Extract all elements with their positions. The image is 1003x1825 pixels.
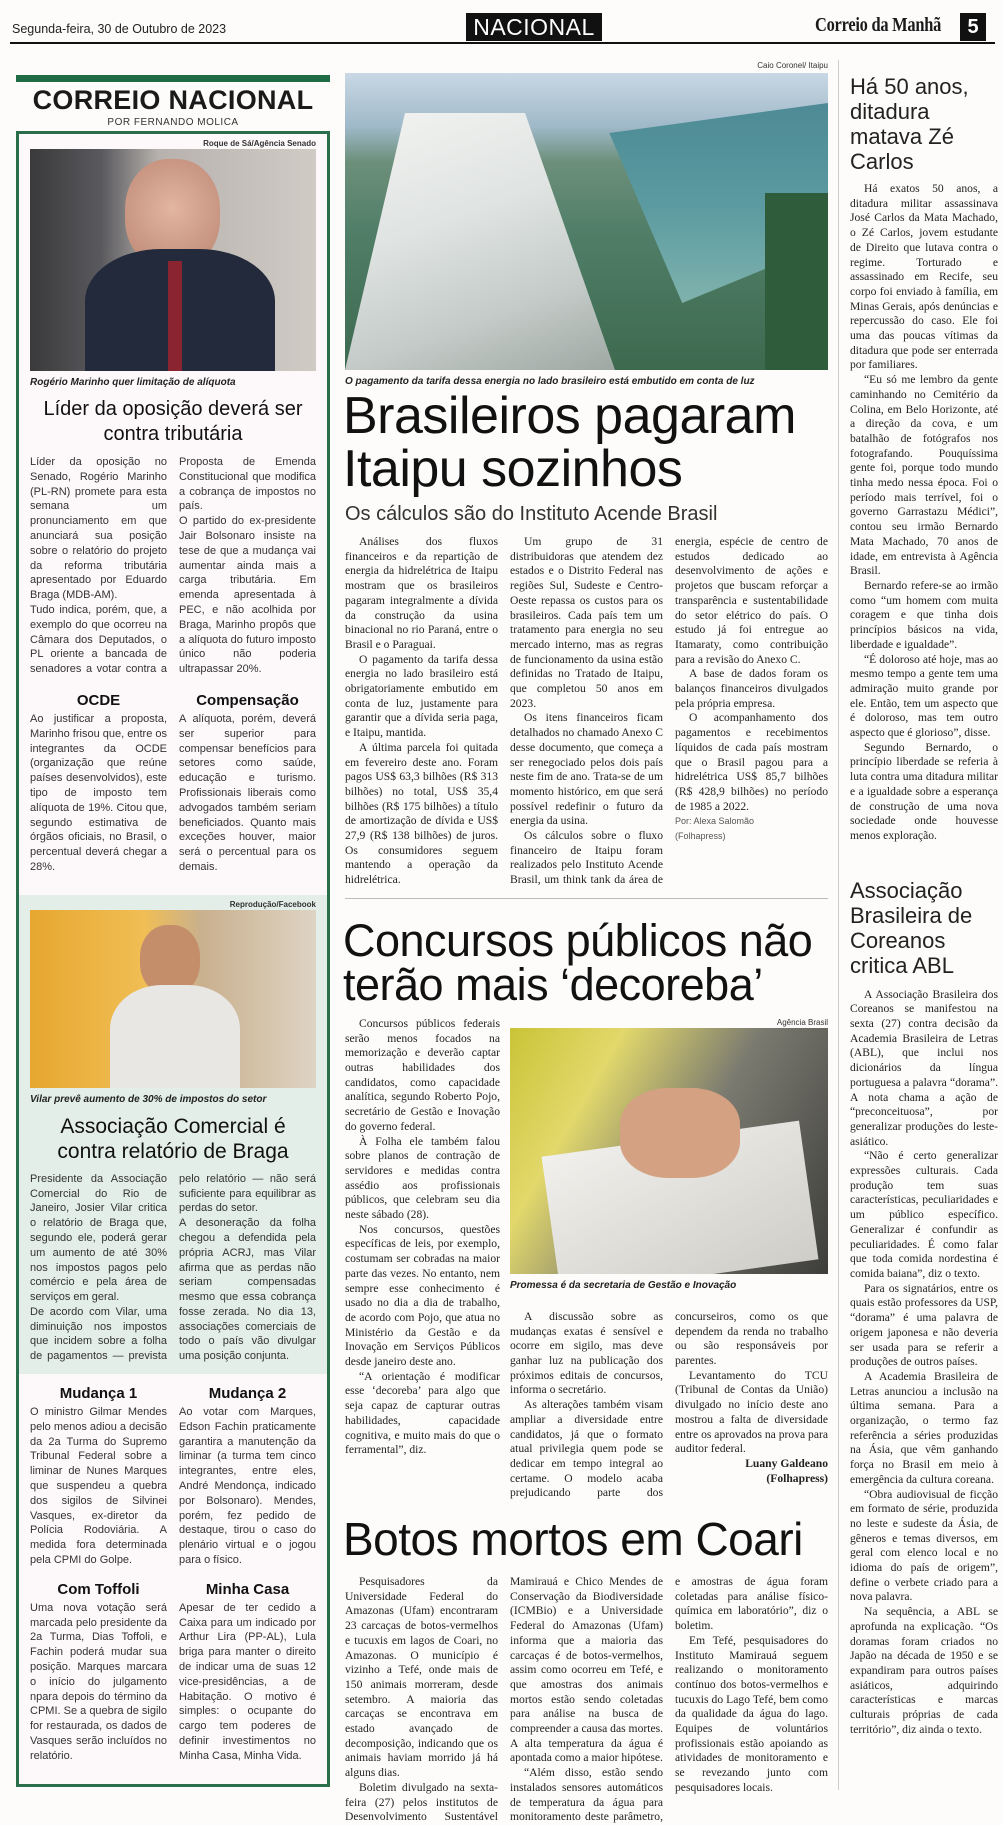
concursos-headline: Concursos públicos não terão mais ‘decoreba’ bbox=[343, 914, 813, 1010]
paragraph: A última parcela foi quitada em fevereiro deste ano. Foram pagos US$ 63,3 bilhões (R$ 313 bilhões) no total, US$ 35,4 bilhões (R$ 175 bilhões) a título de amortização de dívida e US$ 27,9 (R$ 138 bilhões) de juros. Os consumidores seguem mantendo a operação da hidrelétrica. bbox=[345, 740, 498, 887]
byline: Luany Galdeano bbox=[745, 1456, 828, 1470]
agency: (Folhapress) bbox=[675, 831, 726, 842]
concursos-body-left bbox=[345, 1017, 500, 1458]
hand bbox=[620, 1088, 740, 1178]
paragraph: “Além disso, estão sendo instalados sensores automáticos de temperatura da água para monitoramento deste parâmetro, e amostras de água foram coletadas para análise físico-química em laboratório”, diz o boletim. bbox=[510, 1575, 828, 1824]
paragraph: Na sequência, a ABL se aprofunda na explicação. “Os doramas foram criados no Japão na década de 1950 e se expandiram para outros países asiáticos, adquirindo características e marcas culturais próprias de cada território”, diz ainda o texto. bbox=[850, 1605, 998, 1736]
paragraph: Os cálculos sobre o fluxo financeiro de Itaipu foram realizados pelo Instituto Acende Brasil, um think tank da área de energia, espécie de centro de estudos dedicado ao desenvolvimento de ações e projetos que buscam reforçar a transparência e sustentabilidade do setor elétrico do país. O estudo já foi entregue ao Itamaraty, como contribuição para a revisão do Anexo C. bbox=[510, 535, 828, 887]
paragraph: À Folha ele também falou sobre planos de contração de servidores e medidas contra assédio aos profissionais públicos, que celebram seu dia neste sábado (28). bbox=[345, 1134, 500, 1222]
paragraph: A base de dados foram os balanços financeiros divulgados pela própria empresa. bbox=[675, 667, 828, 710]
paragraph: Nos concursos, questões específicas de leis, por exemplo, costumam ser cobradas na maior parte das vezes. No entanto, nem sempre esse conhecimento é usado no dia a dia de trabalho, de acordo com Pojo, que atua no Ministério da Gestão e da Inovação em Serviços Públicos desde janeiro deste ano. bbox=[345, 1222, 500, 1369]
paragraph: “A orientação é modificar esse ‘decoreba’ para algo que seja capaz de capturar outras habilidades, capacidade cognitiva, e muito mais do que o ferramental”, diz. bbox=[345, 1369, 500, 1457]
column-accent-bar bbox=[16, 75, 330, 82]
column-title: CORREIO NACIONAL bbox=[32, 85, 314, 115]
paragraph: Em Tefé, pesquisadores do Instituto Mamirauá seguem realizando o monitoramento contínuo dos botos-vermelhos e tucuxis do Lago Tefé, bem como da qualidade da água do lago. Equipes de voluntários profissionais estão apoiando as atividades de monitoramento e se revezando junto com pesquisadores locais. bbox=[675, 1633, 828, 1794]
note-title: Mudança 2 bbox=[208, 1385, 287, 1403]
abl-body bbox=[850, 988, 998, 1738]
concursos-story bbox=[345, 1017, 828, 1501]
portrait-tie bbox=[168, 261, 182, 371]
paragraph: As alterações também visam ampliar a diversidade entre candidatos, já que o formato atual privilegia quem pode se dedicar em tempo integral ao certame. O modelo acaba prejudicando parte dos concurseiros, como os que dependem da renda no trabalho ou são responsáveis por parentes. bbox=[510, 1309, 828, 1500]
story-body bbox=[30, 1172, 316, 1364]
note-title: Compensação bbox=[196, 691, 299, 709]
forest bbox=[765, 193, 828, 370]
photo-caption: O pagamento da tarifa dessa energia no lado brasileiro está embutido em conta de luz bbox=[345, 376, 755, 387]
itaipu-headline: Brasileiros pagaram Itaipu sozinhos bbox=[343, 387, 796, 498]
note-text: Ao votar com Marques, Edson Fachin praticamente garantira a manutenção da liminar (a turma tem cinco integrantes, entre eles, André Mendonça, indicado por Bolsonaro). Mendes, porém, fez pedido de destaque, tirou o caso do plenário virtual e o jogou para o físico. bbox=[179, 1406, 316, 1567]
concursos-body-right bbox=[510, 1310, 828, 1501]
botos-body bbox=[345, 1575, 828, 1825]
spillway-water bbox=[345, 113, 645, 370]
photo-caption: Rogério Marinho quer limitação de alíquota bbox=[30, 377, 236, 388]
main-stories bbox=[345, 60, 828, 1825]
right-column bbox=[850, 74, 998, 1738]
paragraph: “Obra audiovisual de ficção em formato de série, produzida no leste e sudeste da Ásia, de gêneros e temas diversos, em geral com elenco local e no idioma do país de origem”, define o verbete criado para a nova palavra. bbox=[850, 1487, 998, 1604]
photo-exam bbox=[510, 1028, 828, 1274]
paragraph: “Não é certo generalizar expressões culturais. Cada produção tem suas características, peculiaridades e um público específico. Generalizar é confundir as peculiaridades. É como falar que toda comida nordestina é comida baiana”, diz o texto. bbox=[850, 1149, 998, 1280]
paragraph: A Academia Brasileira de Letras anunciou a inclusão na última semana. Para a organização, o termo faz referência a séries produzidas na Ásia, que vêm ganhando força no Brasil em meio à emergência da cultura coreana. bbox=[850, 1369, 998, 1486]
paragraph: “Eu só me lembro da gente caminhando no Cemitério da Colina, em Belo Horizonte, até a direção da cova, e um batalhão de fotógrafos nos fotografando. Pouquíssima gente foi, porque todo mundo tinha medo nessa época. Foi o período mais terrível, foi o governo Garrastazu Médici”, contou seu irmão Bernardo Mata Machado, 70 anos de idade, em entrevista à Agência Brasil. bbox=[850, 373, 998, 578]
paragraph: Levantamento do TCU (Tribunal de Contas da União) divulgado no início deste ano mostrou a falta de diversidade entre os aprovados na prova para auditor federal. bbox=[675, 1368, 828, 1456]
paragraph: De acordo com Vilar, uma diminuição nos impostos que incidem sobre a folha de pagamentos — prevista pelo relatório — não será suficiente para equilibrar as perdas do setor. bbox=[30, 1172, 316, 1363]
concursos-right bbox=[510, 1017, 828, 1501]
note-title: Com Toffoli bbox=[57, 1580, 140, 1598]
story-vilar bbox=[19, 895, 327, 1374]
column-box bbox=[16, 131, 330, 1787]
notes bbox=[30, 691, 316, 885]
botos-headline: Botos mortos em Coari bbox=[343, 1513, 803, 1566]
newspaper-logo: Correio da Manhã bbox=[815, 14, 942, 36]
photo-josier-vilar bbox=[30, 910, 316, 1088]
paragraph: Presidente da Associação Comercial do Rio de Janeiro, Josier Vilar critica o relatório de Braga que, segundo ele, poderá gerar um aumento de até 30% nos impostos pagos pelo comércio e pela área de serviços em geral. bbox=[30, 1172, 167, 1304]
paragraph: Líder da oposição no Senado, Rogério Marinho (PL-RN) promete para esta semana um pronunciamento em que anunciará sua posição sobre o relatório do projeto da reforma tributária apresentado por Eduardo Braga (MDB-AM). bbox=[30, 456, 167, 602]
agency: (Folhapress) bbox=[766, 1471, 828, 1485]
paragraph: Um grupo de 31 distribuidoras que atendem dez estados e o Distrito Federal nas regiões Sul, Sudeste e Centro-Oeste repassa os custos para os brasileiros. Cada país tem um tratamento para energia no seu mercado interno, mas as regras de funcionamento da usina estão definidas no Tratado de Itaipu, que completou 50 anos em 2023. bbox=[510, 535, 663, 710]
photo-credit: Agência Brasil bbox=[776, 1017, 828, 1027]
note-text: A alíquota, porém, deverá ser superior para compensar benefícios para setores como saúde, educação e turismo. Profissionais liberais como advogados também seriam beneficiados. Quanto mais exceções houver, maior será o percentual para os demais. bbox=[179, 712, 316, 873]
photo-credit: Roque de Sá/Agência Senado bbox=[203, 139, 316, 148]
paragraph: A discussão sobre as mudanças exatas é sensível e ocorre em sigilo, mas deve ganhar luz na publicação dos próximos editais de concursos, informa o secretário. bbox=[510, 1309, 663, 1397]
section-divider bbox=[345, 898, 828, 899]
byline: Por: Alexa Salomão bbox=[675, 816, 755, 827]
correio-nacional-column bbox=[16, 75, 330, 1787]
itaipu-subheadline: Os cálculos são do Instituto Acende Brasil bbox=[345, 503, 718, 525]
paragraph: O partido do ex-presidente Jair Bolsonaro insiste na tese de que a mudança vai aumentar ainda mais a carga tributária. Em emenda apresentada à PEC, e não acolhida por Braga, Marinho propôs que a alíquota do futuro imposto único não poderia ultrapassar 20%. bbox=[179, 515, 316, 676]
portrait-shirt bbox=[110, 985, 240, 1088]
photo-rogerio-marinho bbox=[30, 149, 316, 371]
paragraph: Boletim divulgado na sexta-feira (27) pelos institutos de Desenvolvimento Sustentável Mamirauá e Chico Mendes de Conservação da Biodiversidade (ICMBio) e a Universidade Federal do Amazonas (Ufam) informa que a maioria das carcaças é de botos-vermelhos, assim como ocorreu em Tefé, e que amostras dos animais mortos estão sendo coletadas para análise na busca de compreender a causa das mortes. A alta temperatura da água é apontada como a maior hipótese. bbox=[345, 1575, 663, 1824]
note-title: OCDE bbox=[76, 691, 121, 709]
notes bbox=[30, 1384, 316, 1774]
section-label: NACIONAL bbox=[466, 13, 602, 41]
paragraph: Para os signatários, entre os quais estão professores da USP, “dorama” é uma palavra de origem japonesa e não deveria ser usada para se referir a produções de outros países. bbox=[850, 1281, 998, 1369]
note-text: Uma nova votação será marcada pelo presidente da 2a Turma, Dias Toffoli, e Fachin poderá mudar sua posição. Marques marcara o início do julgamento npara depois do término da CPMI. Se a quebra de sigilo for restaurada, os dados de Vasques serão incluídos no relatório. bbox=[30, 1601, 167, 1762]
note-text: Ao justificar a proposta, Marinho frisou que, entre os integrantes da OCDE (organização que reúne países desenvolvidos), este tipo de imposto tem alíquota de 19%. Citou que, segundo estimativa de órgãos oficiais, no Brasil, o percentual deverá chegar a 28%. bbox=[30, 712, 167, 873]
paragraph: O acompanhamento dos pagamentos e recebimentos líquidos de cada país mostram que o Brasil pagou para a hidrelétrica US$ 85,7 bilhões (R$ 428,9 bilhões) no período de 1985 a 2022. bbox=[675, 711, 828, 813]
paragraph: O pagamento da tarifa dessa energia no lado brasileiro está obrigatoriamente embutido em conta de luz, justamente para garantir que a dívida seria paga, e Itaipu, mantida. bbox=[345, 652, 498, 740]
paragraph: Pesquisadores da Universidade Federal do Amazonas (Ufam) encontraram 23 carcaças de botos-vermelhos e tucuxis em lagos de Coari, no Amazonas. O município é vizinho a Tefé, onde mais de 150 animais morreram, desde setembro. A maioria das carcaças se encontrava em estado avançado de decomposição, indicando que os animais haviam morrido já há alguns dias. bbox=[345, 1575, 498, 1780]
paragraph: Segundo Bernardo, o princípio liberdade se referia à luta contra uma ditadura militar e a igualdade sobre a esperança de construção de uma nova sociedade onde houvesse menos exploração. bbox=[850, 740, 998, 842]
ditadura-body bbox=[850, 182, 998, 844]
story-headline: Líder da oposição deverá ser contra tributária bbox=[43, 398, 303, 445]
photo-itaipu-dam bbox=[345, 73, 828, 370]
photo-credit: Caio Coronel/ Itaipu bbox=[757, 61, 828, 70]
photo-caption: Promessa é da secretaria de Gestão e Inovação bbox=[510, 1279, 737, 1291]
story-body bbox=[30, 455, 316, 677]
column-author: POR FERNANDO MOLICA bbox=[107, 117, 239, 128]
column-notes bbox=[19, 1374, 327, 1784]
paragraph: Análises dos fluxos financeiros e da repartição de energia da hidrelétrica de Itaipu mostram que os brasileiros pagaram integralmente a dívida da construção da usina binacional no rio Paraná, entre o Brasil e o Paraguai. bbox=[345, 535, 498, 651]
note-title: Mudança 1 bbox=[59, 1385, 138, 1403]
ditadura-headline: Há 50 anos, ditadura matava Zé Carlos bbox=[850, 74, 969, 174]
photo-caption: Vilar prevê aumento de 30% de impostos do setor bbox=[30, 1093, 267, 1105]
paragraph: Bernardo refere-se ao irmão como “um homem com muita coragem e que tinha dois princípios básicos na vida, liberdade e igualdade”. bbox=[850, 578, 998, 651]
paragraph: Os itens financeiros ficam detalhados no chamado Anexo C desse documento, que começa a ser renegociado pelos dois país neste fim de ano. Trata-se de um momento histórico, em que será possível redefinir o futuro da energia da usina. bbox=[510, 711, 663, 828]
abl-headline: Associação Brasileira de Coreanos critica ABL bbox=[850, 877, 973, 978]
paragraph: A Associação Brasileira dos Coreanos se manifestou na sexta (27) contra decisão da Academia Brasileira de Letras (ABL), que inclui nos dicionários da língua portuguesa a palavra “dorama”. A nota chama a ação de “preconceituosa”, por generalizar produções do leste-asiático. bbox=[850, 987, 998, 1148]
itaipu-body bbox=[345, 535, 828, 888]
edition-date: Segunda-feira, 30 de Outubro de 2023 bbox=[12, 22, 227, 36]
paragraph: Tudo indica, porém, que, a exemplo do que ocorreu na Câmara dos Deputados, o PL oriente a bancada de senadores a votar contra a Proposta de Emenda Constitucional que modifica a cobrança de impostos no país. bbox=[30, 456, 316, 676]
note-text: Apesar de ter cedido a Caixa para um indicado por Arthur Lira (PP-AL), Lula briga para manter o direito de indicar uma de suas 12 vice-presidências, a de Habitação. O motivo é simples: o ocupante do cargo tem poderes de definir investimentos no Minha Casa, Minha Vida. bbox=[179, 1601, 316, 1762]
story-marinho bbox=[19, 134, 327, 895]
note-text: O ministro Gilmar Mendes pelo menos adiou a decisão da 2a Turma do Supremo Tribunal Federal sobre a liminar de Nunes Marques que suspendeu a quebra dos sigilos de Silvinei Vasques, ex-diretor da Polícia Rodoviária. A medida fora determinada pela CPMI do Golpe. bbox=[30, 1406, 167, 1567]
paragraph: A desoneração da folha chegou a defendida pela própria ACRJ, mas Vilar afirma que as perdas não seriam compensadas mesmo que essa cobrança fosse zerada. No dia 13, associações comerciais de todo o país vão divulgar uma posição conjunta. bbox=[179, 1217, 316, 1363]
story-headline: Associação Comercial é contra relatório de Braga bbox=[57, 1114, 289, 1163]
photo-credit: Reprodução/Facebook bbox=[229, 899, 316, 909]
page-number: 5 bbox=[960, 13, 986, 41]
paragraph: Há exatos 50 anos, a ditadura militar assassinava José Carlos da Mata Machado, o Zé Carlos, jovem estudante de Direito que lutava contra o regime. Torturado e assassinado em Recife, seu corpo foi enviado à família, em Minas Gerais, após denúncias e repercussão do caso. Ele foi uma das poucas vítimas da ditadura que pode ser enterrada por familiares. bbox=[850, 182, 998, 372]
paragraph: Concursos públicos federais serão menos focados na memorização e deverão captar outras habilidades dos candidatos, como capacidade analítica, segundo Roberto Pojo, secretário de Gestão e Inovação do governo federal. bbox=[345, 1016, 500, 1133]
paragraph: “É doloroso até hoje, mas ao mesmo tempo a gente tem uma admiração muito grande por ele. Então, tem um aspecto que é doloroso, mas tem outro aspecto que é glorioso”, disse. bbox=[850, 652, 998, 740]
note-title: Minha Casa bbox=[205, 1580, 290, 1598]
column-divider bbox=[838, 60, 839, 1790]
header-rule bbox=[10, 42, 995, 44]
